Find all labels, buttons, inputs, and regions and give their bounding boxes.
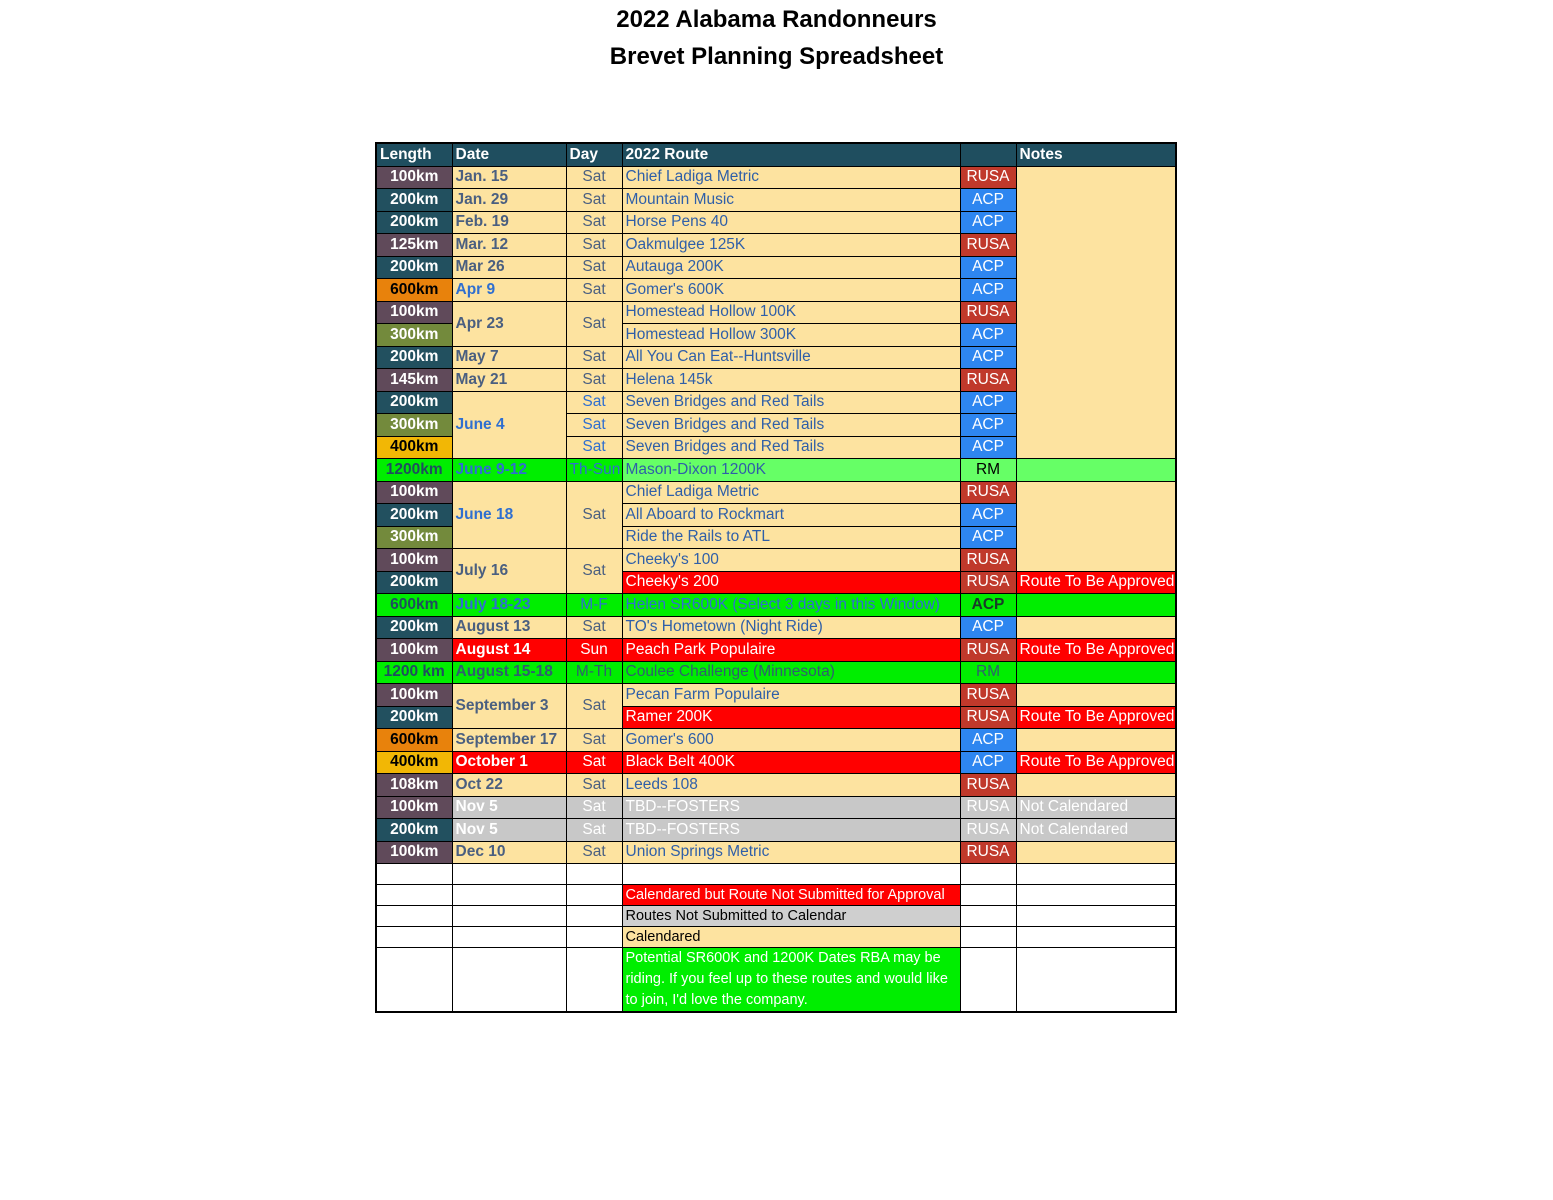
length-cell: 200km (376, 391, 452, 414)
date-cell: Apr 9 (452, 279, 566, 302)
notes-cell (1016, 661, 1176, 684)
day-cell: Sat (566, 279, 622, 302)
day-cell: M-Th (566, 661, 622, 684)
route-cell: Helena 145k (622, 369, 960, 392)
route-cell: Black Belt 400K (622, 751, 960, 774)
day-cell: Sat (566, 774, 622, 797)
sanction-cell: RUSA (960, 571, 1016, 594)
notes-cell: Route To Be Approved (1016, 751, 1176, 774)
day-cell: Sat (566, 616, 622, 639)
length-cell: 125km (376, 234, 452, 257)
day-cell: Sat (566, 481, 622, 549)
date-cell: Mar 26 (452, 256, 566, 279)
length-cell: 200km (376, 189, 452, 212)
notes-cell: Route To Be Approved (1016, 639, 1176, 662)
route-cell: TBD--FOSTERS (622, 819, 960, 842)
route-cell: TO's Hometown (Night Ride) (622, 616, 960, 639)
sanction-cell: RUSA (960, 234, 1016, 257)
sanction-cell: ACP (960, 324, 1016, 347)
length-cell: 300km (376, 414, 452, 437)
date-cell: Dec 10 (452, 841, 566, 864)
route-cell: Ramer 200K (622, 706, 960, 729)
table-row (376, 729, 1176, 752)
day-cell: Th-Sun (566, 459, 622, 482)
sanction-cell: RUSA (960, 796, 1016, 819)
table-row (376, 774, 1176, 797)
route-cell: Mason-Dixon 1200K (622, 459, 960, 482)
route-cell: Chief Ladiga Metric (622, 166, 960, 189)
legend-potential: Potential SR600K and 1200K Dates RBA may be riding. If you feel up to these routes and would like to join, I'd love the company. (622, 948, 960, 1013)
date-cell: June 18 (452, 481, 566, 549)
sanction-cell: ACP (960, 189, 1016, 212)
day-cell: Sat (566, 729, 622, 752)
day-cell: Sat (566, 189, 622, 212)
table-row (376, 166, 1176, 189)
length-cell: 600km (376, 729, 452, 752)
notes-cell: Route To Be Approved (1016, 571, 1176, 594)
sanction-cell: ACP (960, 594, 1016, 617)
header-route: 2022 Route (622, 143, 960, 166)
table-row (376, 639, 1176, 662)
date-cell: Jan. 15 (452, 166, 566, 189)
sanction-cell: RUSA (960, 684, 1016, 707)
sanction-cell: ACP (960, 211, 1016, 234)
notes-cell (1016, 684, 1176, 707)
length-cell: 200km (376, 211, 452, 234)
route-cell: Mountain Music (622, 189, 960, 212)
length-cell: 300km (376, 324, 452, 347)
length-cell: 600km (376, 279, 452, 302)
sanction-cell: ACP (960, 616, 1016, 639)
length-cell: 100km (376, 301, 452, 324)
day-cell: Sat (566, 819, 622, 842)
legend-not-calendared: Routes Not Submitted to Calendar (622, 906, 960, 927)
date-cell: Nov 5 (452, 819, 566, 842)
day-cell: M-F (566, 594, 622, 617)
length-cell: 400km (376, 436, 452, 459)
table-row (376, 819, 1176, 842)
table-row (376, 684, 1176, 707)
date-cell: August 13 (452, 616, 566, 639)
route-cell: Seven Bridges and Red Tails (622, 391, 960, 414)
date-cell: Mar. 12 (452, 234, 566, 257)
legend-row (376, 906, 1176, 927)
route-cell: Autauga 200K (622, 256, 960, 279)
length-cell: 200km (376, 706, 452, 729)
brevet-schedule-table (375, 142, 1177, 1013)
day-cell: Sat (566, 256, 622, 279)
notes-cell: Route To Be Approved (1016, 706, 1176, 729)
table-row (376, 661, 1176, 684)
notes-cell (1016, 459, 1176, 482)
header-sanction (960, 143, 1016, 166)
length-cell: 100km (376, 639, 452, 662)
sanction-cell: RUSA (960, 819, 1016, 842)
length-cell: 100km (376, 166, 452, 189)
route-cell: All Aboard to Rockmart (622, 504, 960, 527)
legend-calendared: Calendared (622, 927, 960, 948)
day-cell: Sat (566, 684, 622, 729)
day-cell: Sat (566, 211, 622, 234)
sanction-cell: ACP (960, 729, 1016, 752)
day-cell: Sat (566, 369, 622, 392)
day-cell: Sat (566, 234, 622, 257)
date-cell: May 21 (452, 369, 566, 392)
day-cell: Sun (566, 639, 622, 662)
length-cell: 100km (376, 796, 452, 819)
route-cell: Pecan Farm Populaire (622, 684, 960, 707)
date-cell: September 17 (452, 729, 566, 752)
notes-cell (1016, 729, 1176, 752)
route-cell: Leeds 108 (622, 774, 960, 797)
length-cell: 200km (376, 346, 452, 369)
day-cell: Sat (566, 346, 622, 369)
day-cell: Sat (566, 751, 622, 774)
notes-cell (1016, 594, 1176, 617)
length-cell: 200km (376, 616, 452, 639)
route-cell: TBD--FOSTERS (622, 796, 960, 819)
route-cell: All You Can Eat--Huntsville (622, 346, 960, 369)
sanction-cell: RUSA (960, 706, 1016, 729)
route-cell: Horse Pens 40 (622, 211, 960, 234)
header-date: Date (452, 143, 566, 166)
notes-cell (1016, 481, 1176, 571)
day-cell: Sat (566, 841, 622, 864)
legend (376, 864, 1176, 1013)
header-length: Length (376, 143, 452, 166)
day-cell: Sat (566, 166, 622, 189)
legend-row (376, 885, 1176, 906)
date-cell: Feb. 19 (452, 211, 566, 234)
sanction-cell: ACP (960, 346, 1016, 369)
notes-cell (1016, 841, 1176, 864)
length-cell: 1200 km (376, 661, 452, 684)
length-cell: 100km (376, 684, 452, 707)
date-cell: June 9-12 (452, 459, 566, 482)
route-cell: Gomer's 600K (622, 279, 960, 302)
table-row (376, 459, 1176, 482)
sanction-cell: ACP (960, 391, 1016, 414)
sanction-cell: RUSA (960, 301, 1016, 324)
length-cell: 145km (376, 369, 452, 392)
day-cell: Sat (566, 549, 622, 594)
length-cell: 400km (376, 751, 452, 774)
date-cell: Oct 22 (452, 774, 566, 797)
date-cell: October 1 (452, 751, 566, 774)
date-cell: July 18-23 (452, 594, 566, 617)
sanction-cell: RUSA (960, 369, 1016, 392)
date-cell: Apr 23 (452, 301, 566, 346)
length-cell: 600km (376, 594, 452, 617)
day-cell: Sat (566, 796, 622, 819)
length-cell: 100km (376, 549, 452, 572)
route-cell: Seven Bridges and Red Tails (622, 436, 960, 459)
route-cell: Cheeky's 100 (622, 549, 960, 572)
legend-not-approved: Calendared but Route Not Submitted for Approval (622, 885, 960, 906)
table-row (376, 841, 1176, 864)
route-cell: Seven Bridges and Red Tails (622, 414, 960, 437)
page-title-line-2: Brevet Planning Spreadsheet (609, 43, 944, 70)
length-cell: 200km (376, 504, 452, 527)
route-cell: Cheeky's 200 (622, 571, 960, 594)
table-row (376, 796, 1176, 819)
length-cell: 100km (376, 481, 452, 504)
length-cell: 1200km (376, 459, 452, 482)
route-cell: Helen SR600K (Select 3 days in this Window) (622, 594, 960, 617)
date-cell: Jan. 29 (452, 189, 566, 212)
date-cell: July 16 (452, 549, 566, 594)
date-cell: June 4 (452, 391, 566, 459)
notes-cell: Not Calendared (1016, 796, 1176, 819)
notes-cell (1016, 774, 1176, 797)
date-cell: September 3 (452, 684, 566, 729)
page-title-line-1: 2022 Alabama Randonneurs (616, 6, 937, 33)
date-cell: May 7 (452, 346, 566, 369)
date-cell: August 15-18 (452, 661, 566, 684)
table-row (376, 751, 1176, 774)
sanction-cell: ACP (960, 279, 1016, 302)
route-cell: Homestead Hollow 100K (622, 301, 960, 324)
legend-row (376, 927, 1176, 948)
header-row (376, 143, 1176, 166)
length-cell: 200km (376, 571, 452, 594)
sanction-cell: ACP (960, 414, 1016, 437)
notes-cell (1016, 166, 1176, 459)
sanction-cell: ACP (960, 256, 1016, 279)
route-cell: Chief Ladiga Metric (622, 481, 960, 504)
length-cell: 200km (376, 256, 452, 279)
notes-cell: Not Calendared (1016, 819, 1176, 842)
date-cell: August 14 (452, 639, 566, 662)
route-cell: Coulee Challenge (Minnesota) (622, 661, 960, 684)
length-cell: 200km (376, 819, 452, 842)
route-cell: Peach Park Populaire (622, 639, 960, 662)
sanction-cell: ACP (960, 526, 1016, 549)
sanction-cell: RM (960, 459, 1016, 482)
legend-row (376, 948, 1176, 1013)
day-cell: Sat (566, 436, 622, 459)
sanction-cell: RUSA (960, 774, 1016, 797)
length-cell: 300km (376, 526, 452, 549)
sanction-cell: ACP (960, 751, 1016, 774)
date-cell: Nov 5 (452, 796, 566, 819)
sanction-cell: RUSA (960, 841, 1016, 864)
route-cell: Gomer's 600 (622, 729, 960, 752)
notes-cell (1016, 616, 1176, 639)
sanction-cell: RUSA (960, 481, 1016, 504)
length-cell: 100km (376, 841, 452, 864)
header-notes: Notes (1016, 143, 1176, 166)
header-day: Day (566, 143, 622, 166)
legend-spacer-row (376, 864, 1176, 885)
day-cell: Sat (566, 414, 622, 437)
sanction-cell: RUSA (960, 166, 1016, 189)
route-cell: Ride the Rails to ATL (622, 526, 960, 549)
sanction-cell: RUSA (960, 549, 1016, 572)
day-cell: Sat (566, 301, 622, 346)
sanction-cell: RUSA (960, 639, 1016, 662)
day-cell: Sat (566, 391, 622, 414)
route-cell: Homestead Hollow 300K (622, 324, 960, 347)
table-row (376, 616, 1176, 639)
table-row (376, 481, 1176, 504)
table-row (376, 594, 1176, 617)
length-cell: 108km (376, 774, 452, 797)
sanction-cell: ACP (960, 504, 1016, 527)
sanction-cell: ACP (960, 436, 1016, 459)
route-cell: Oakmulgee 125K (622, 234, 960, 257)
route-cell: Union Springs Metric (622, 841, 960, 864)
sanction-cell: RM (960, 661, 1016, 684)
